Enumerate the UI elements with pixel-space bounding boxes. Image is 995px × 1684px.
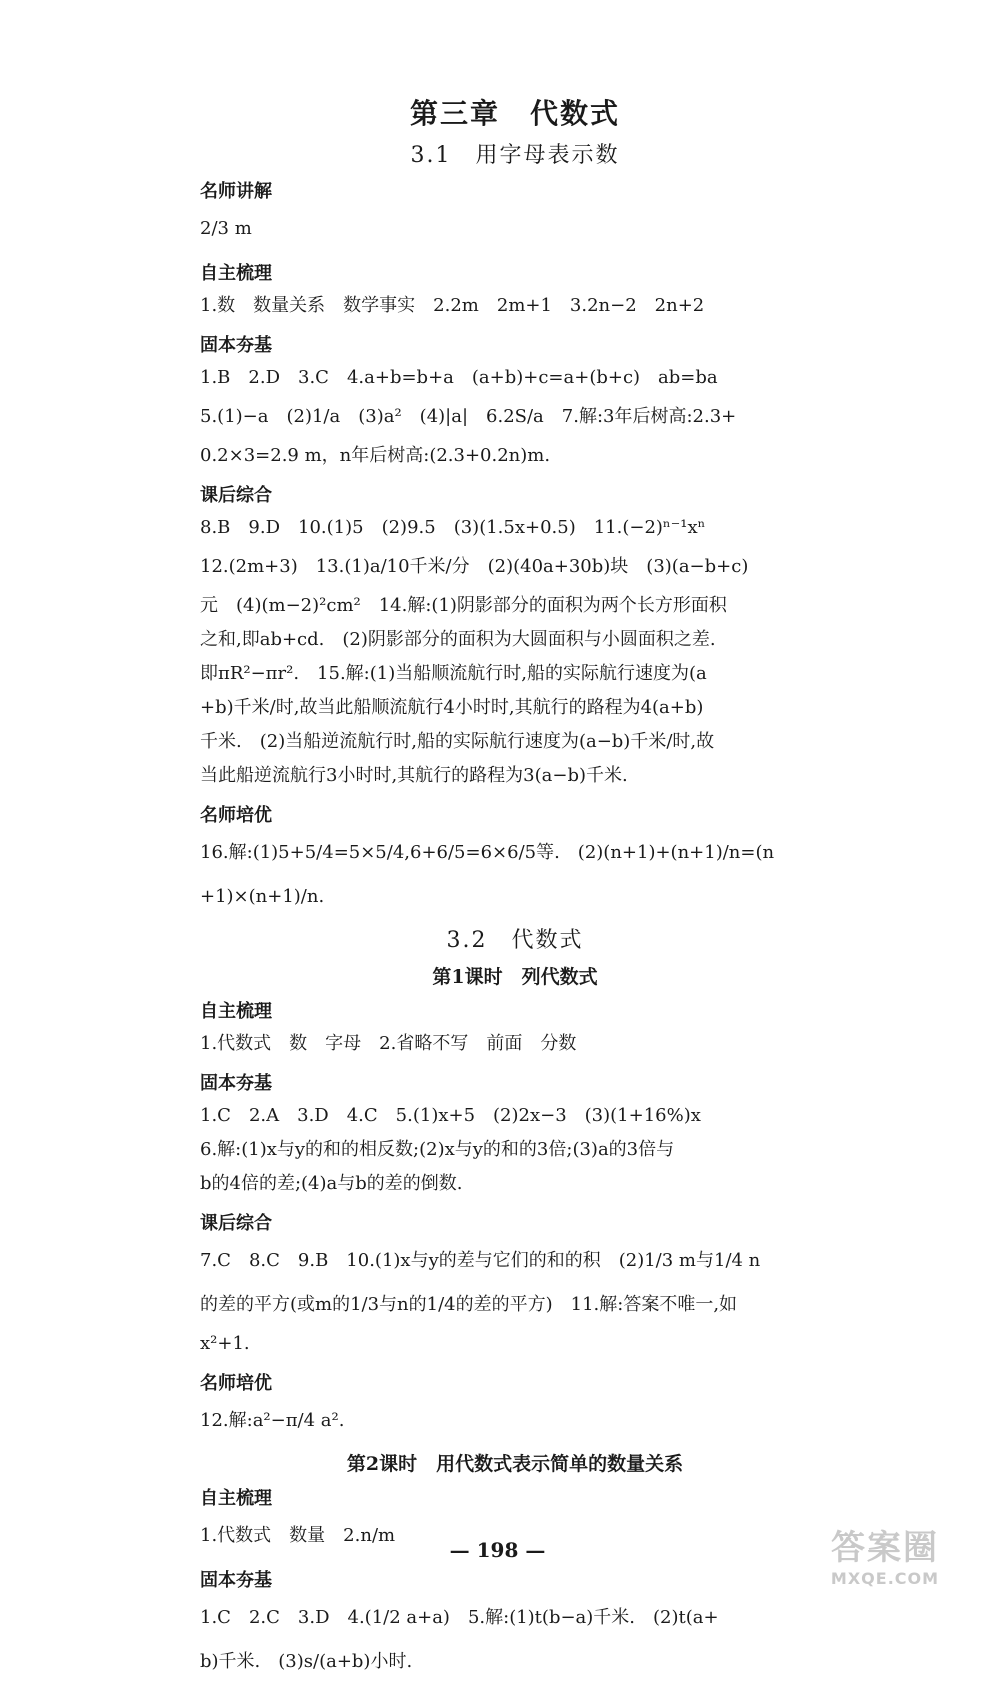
block-heading: 课后综合 bbox=[200, 1213, 272, 1234]
answer-line: b的4倍的差;(4)a与b的差的倒数. bbox=[200, 1173, 463, 1194]
block-heading: 课后综合 bbox=[200, 485, 272, 506]
answer-line: +b)千米/时,故当此船顺流航行4小时时,其航行的路程为4(a+b) bbox=[200, 697, 704, 718]
answer-line: 0.2×3=2.9 m，n年后树高:(2.3+0.2n)m. bbox=[200, 445, 551, 466]
answer-line: 5.(1)−a (2)1/a (3)a² (4)|a| 6.2S/a 7.解:3年后树高:2.3+ bbox=[200, 406, 737, 427]
block-heading: 固本夯基 bbox=[200, 335, 272, 356]
section-title-3-2: 3.2 代数式 bbox=[446, 928, 584, 953]
answer-line: +1)×(n+1)/n. bbox=[200, 886, 325, 907]
answer-line: 的差的平方(或m的1/3与n的1/4的差的平方) 11.解:答案不唯一,如 bbox=[200, 1294, 738, 1315]
answer-line: 1.代数式 数量 2.n/m bbox=[200, 1525, 396, 1546]
watermark-logo-text: 答案圈 bbox=[831, 1528, 939, 1568]
block-heading: 固本夯基 bbox=[200, 1073, 272, 1094]
answer-line: 即πR²−πr². 15.解:(1)当船顺流航行时,船的实际航行速度为(a bbox=[200, 663, 707, 684]
answer-line: b)千米. (3)s/(a+b)小时. bbox=[200, 1651, 413, 1672]
lesson-title-1: 第1课时 列代数式 bbox=[432, 966, 598, 988]
block-heading: 名师讲解 bbox=[200, 181, 272, 202]
watermark-domain: MXQE.COM bbox=[830, 1569, 940, 1588]
answer-line: 1.C 2.A 3.D 4.C 5.(1)x+5 (2)2x−3 (3)(1+16%)x bbox=[200, 1105, 701, 1126]
answer-line: 16.解:(1)5+5/4=5×5/4,6+6/5=6×6/5等. (2)(n+1)+(n+1)/n=(n bbox=[200, 842, 775, 863]
answer-line: 1.代数式 数 字母 2.省略不写 前面 分数 bbox=[200, 1033, 577, 1054]
answer-line: 1.C 2.C 3.D 4.(1/2 a+a) 5.解:(1)t(b−a)千米. (2)t(a+ bbox=[200, 1607, 719, 1628]
page-number: — 198 — bbox=[449, 1538, 546, 1562]
answer-line: 12.解:a²−π/4 a². bbox=[200, 1410, 345, 1431]
answer-line: 1.B 2.D 3.C 4.a+b=b+a (a+b)+c=a+(b+c) ab=ba bbox=[200, 367, 718, 388]
answer-line: 元 (4)(m−2)²cm² 14.解:(1)阴影部分的面积为两个长方形面积 bbox=[200, 595, 727, 616]
answer-page bbox=[200, 80, 830, 1684]
answer-line: 当此船逆流航行3小时时,其航行的路程为3(a−b)千米. bbox=[200, 765, 628, 786]
section-title-3-1: 3.1 用字母表示数 bbox=[410, 143, 620, 168]
block-heading: 自主梳理 bbox=[200, 1488, 272, 1509]
answer-line: 6.解:(1)x与y的和的相反数;(2)x与y的和的3倍;(3)a的3倍与 bbox=[200, 1139, 675, 1160]
block-heading: 自主梳理 bbox=[200, 1001, 272, 1022]
lesson-title-2: 第2课时 用代数式表示简单的数量关系 bbox=[346, 1453, 684, 1475]
answer-line: x²+1. bbox=[200, 1333, 250, 1354]
site-watermark bbox=[795, 1520, 975, 1590]
answer-line: 之和,即ab+cd. (2)阴影部分的面积为大圆面积与小圆面积之差. bbox=[200, 629, 716, 650]
section-3-1-content bbox=[200, 177, 830, 919]
lesson-2-content bbox=[200, 1484, 830, 1684]
block-heading: 名师培优 bbox=[200, 1373, 272, 1394]
block-heading: 名师培优 bbox=[200, 805, 272, 826]
answer-line: 7.C 8.C 9.B 10.(1)x与y的差与它们的和的积 (2)1/3 m与1/4 n bbox=[200, 1250, 761, 1271]
lesson-1-content bbox=[200, 997, 830, 1443]
answer-line: 2/3 m bbox=[200, 218, 252, 239]
answer-line: 千米. (2)当船逆流航行时,船的实际航行速度为(a−b)千米/时,故 bbox=[200, 731, 715, 752]
block-heading: 自主梳理 bbox=[200, 263, 272, 284]
answer-line: 12.(2m+3) 13.(1)a/10千米/分 (2)(40a+30b)块 (3)(a−b+c) bbox=[200, 556, 749, 577]
answer-line: 1.数 数量关系 数学事实 2.2m 2m+1 3.2n−2 2n+2 bbox=[200, 295, 705, 316]
chapter-title: 第三章 代数式 bbox=[409, 97, 620, 130]
answer-line: 8.B 9.D 10.(1)5 (2)9.5 (3)(1.5x+0.5) 11.(−2)ⁿ⁻¹xⁿ bbox=[200, 517, 706, 538]
block-heading: 固本夯基 bbox=[200, 1570, 272, 1591]
